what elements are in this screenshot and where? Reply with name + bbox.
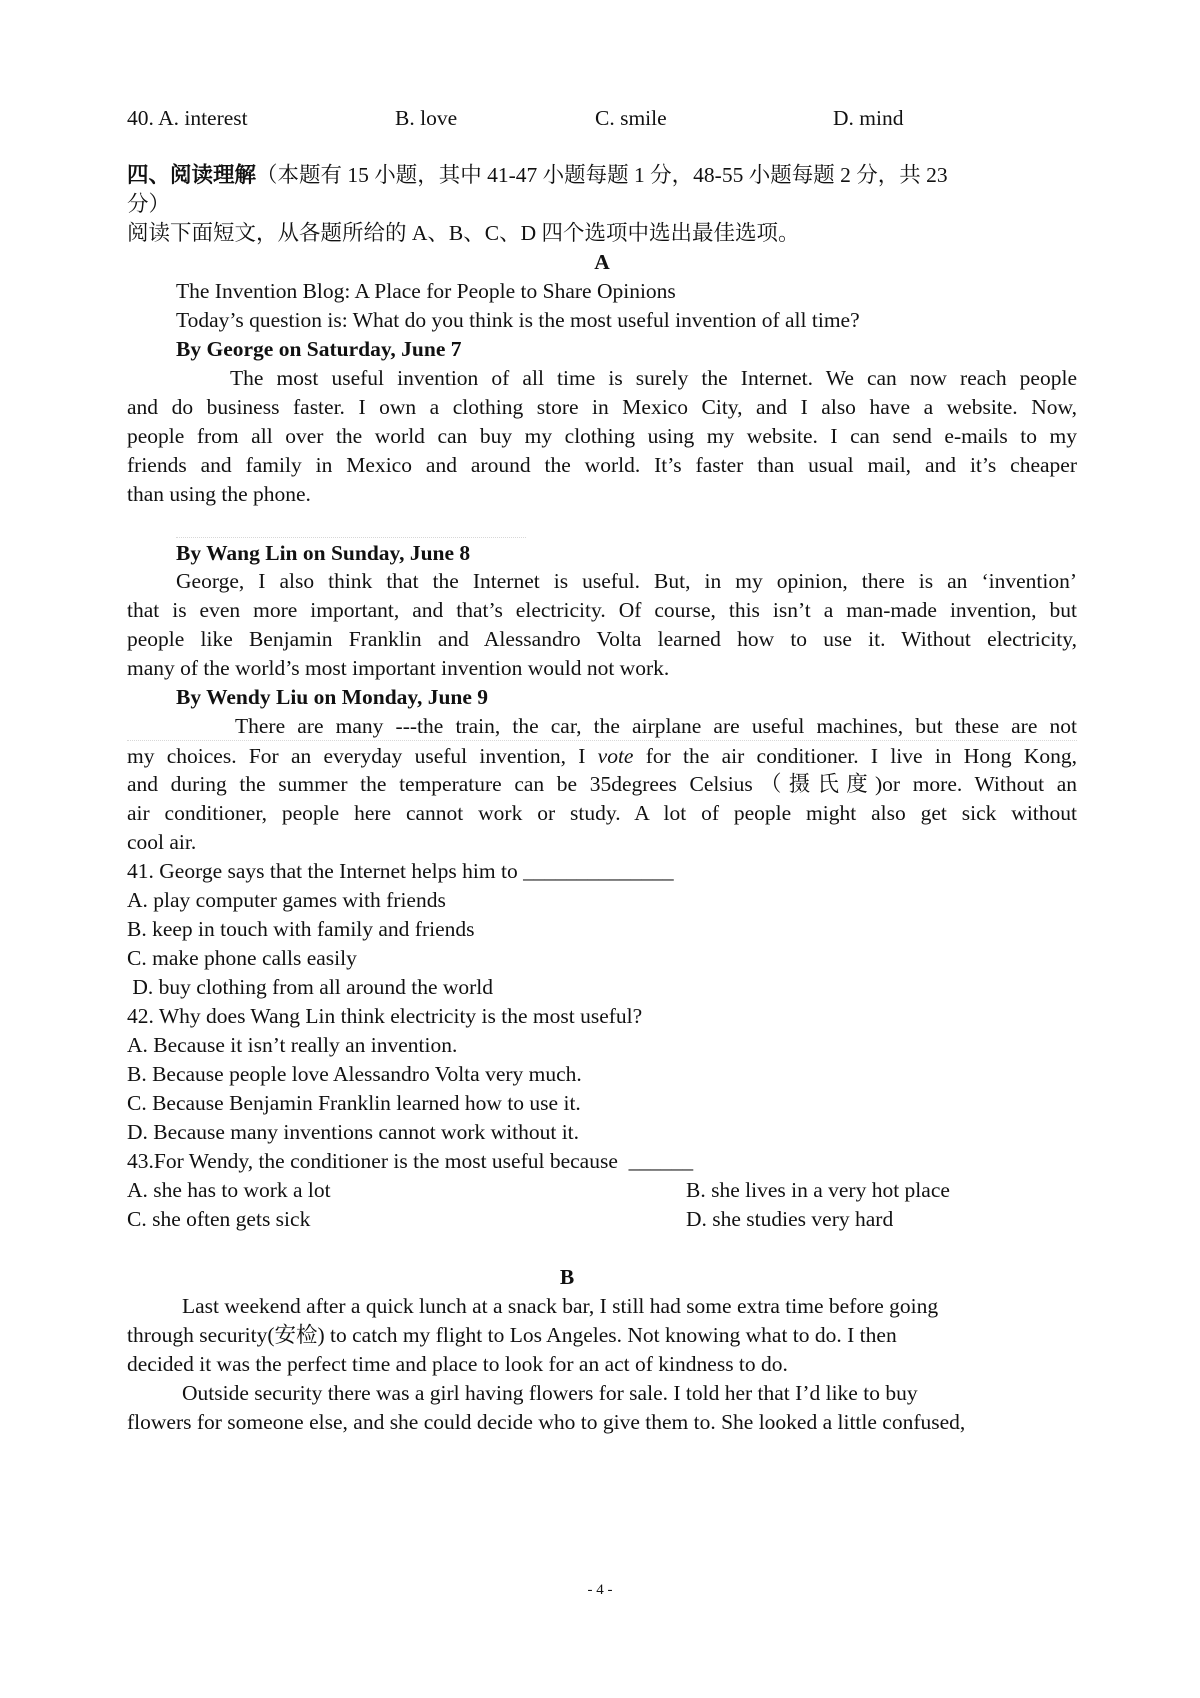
passage-b-text: Last weekend after a quick lunch at a snack bar, I still had some extra time before going (182, 1294, 939, 1318)
question-42-option-d: D. Because many inventions cannot work without it. (127, 1120, 580, 1144)
question-41-option-c: C. make phone calls easily (127, 946, 357, 970)
question-43-option-a: A. she has to work a lot (127, 1178, 331, 1202)
q40-option-d: D. mind (833, 106, 904, 130)
post-george-text: friends and family in Mexico and around the world. It’s faster than usual mail, and it’s cheaper (127, 453, 1077, 477)
q40-option-b: B. love (395, 106, 458, 130)
page-number: - 4 - (587, 1582, 613, 1598)
passage-b-text: decided it was the perfect time and place to look for an act of kindness to do. (127, 1352, 788, 1376)
question-43-option-d: D. she studies very hard (686, 1207, 894, 1231)
post-george-text: and do business faster. I own a clothing store in Mexico City, and I also have a website. Now, (127, 395, 1077, 419)
q40-option-a-text: A. interest (158, 106, 248, 130)
section-scoring-note: （本题有 15 小题，其中 41-47 小题每题 1 分，48-55 小题每题 2 分，共 23 (256, 163, 948, 187)
question-43-stem: 43.For Wendy, the conditioner is the most useful because ______ (127, 1149, 694, 1173)
post-wendy-text: There are many ---the train, the car, the airplane are useful machines, but these are not (235, 714, 1077, 738)
question-42-option-a: A. Because it isn’t really an invention. (127, 1033, 458, 1057)
section-title: 四、阅读理解 (127, 163, 257, 187)
post-wanglin-text: George, I also think that the Internet is useful. But, in my opinion, there is an ‘invention’ (176, 569, 1077, 593)
passage-b-text: Outside security there was a girl having flowers for sale. I told her that I’d like to buy (182, 1381, 918, 1405)
passage-b-text: through security(安检) to catch my flight to Los Angeles. Not knowing what to do. I then (127, 1323, 897, 1347)
question-41-option-b: B. keep in touch with family and friends (127, 917, 475, 941)
post-wendy-byline: By Wendy Liu on Monday, June 9 (176, 685, 489, 709)
post-wendy-text-part: my choices. For an everyday useful invention, I (127, 744, 598, 768)
post-wanglin-byline: By Wang Lin on Sunday, June 8 (176, 537, 526, 568)
post-george-text: The most useful invention of all time is surely the Internet. We can now reach people (230, 366, 1077, 390)
post-george-text: than using the phone. (127, 482, 311, 506)
blog-question: Today’s question is: What do you think is the most useful invention of all time? (176, 308, 860, 332)
section-scoring-note-cont: 分） (127, 192, 171, 216)
post-george-text: people from all over the world can buy my clothing using my website. I can send e-mails to my (127, 424, 1077, 448)
question-42-option-c: C. Because Benjamin Franklin learned how to use it. (127, 1091, 581, 1115)
passage-b-text: flowers for someone else, and she could decide who to give them to. She looked a little confused, (127, 1410, 966, 1434)
emphasized-word: vote (597, 744, 634, 768)
question-41-stem: 41. George says that the Internet helps him to ______________ (127, 859, 674, 883)
question-43-option-c: C. she often gets sick (127, 1207, 311, 1231)
question-42-stem: 42. Why does Wang Lin think electricity is the most useful? (127, 1004, 643, 1028)
q40-option-a (127, 103, 248, 133)
post-wanglin-text: that is even more important, and that’s electricity. Of course, this isn’t a man-made invention, but (127, 598, 1077, 622)
post-george-byline: By George on Saturday, June 7 (176, 337, 462, 361)
passage-a-label: A (594, 250, 610, 274)
post-wanglin-text: many of the world’s most important invention would not work. (127, 656, 670, 680)
q40-number: 40. (127, 106, 154, 130)
q40-option-c: C. smile (595, 106, 667, 130)
question-41-option-a: A. play computer games with friends (127, 888, 446, 912)
post-wendy-text: and during the summer the temperature can be 35degrees Celsius（摄氏度)or more. Without an (127, 772, 1077, 796)
blog-title: The Invention Blog: A Place for People to Share Opinions (176, 279, 676, 303)
passage-b-label: B (559, 1265, 575, 1289)
post-wendy-text: air conditioner, people here cannot work or study. A lot of people might also get sick without (127, 801, 1077, 825)
section-header (127, 160, 948, 190)
post-wendy-text (127, 740, 1077, 771)
question-42-option-b: B. Because people love Alessandro Volta very much. (127, 1062, 582, 1086)
question-43-option-b: B. she lives in a very hot place (686, 1178, 950, 1202)
post-wendy-text: cool air. (127, 830, 197, 854)
question-41-option-d: D. buy clothing from all around the world (127, 975, 494, 999)
post-wanglin-text: people like Benjamin Franklin and Alessandro Volta learned how to use it. Without electricity, (127, 627, 1077, 651)
post-wendy-text-part: for the air conditioner. I live in Hong Kong, (633, 744, 1077, 768)
section-instruction: 阅读下面短文，从各题所给的 A、B、C、D 四个选项中选出最佳选项。 (127, 221, 800, 245)
